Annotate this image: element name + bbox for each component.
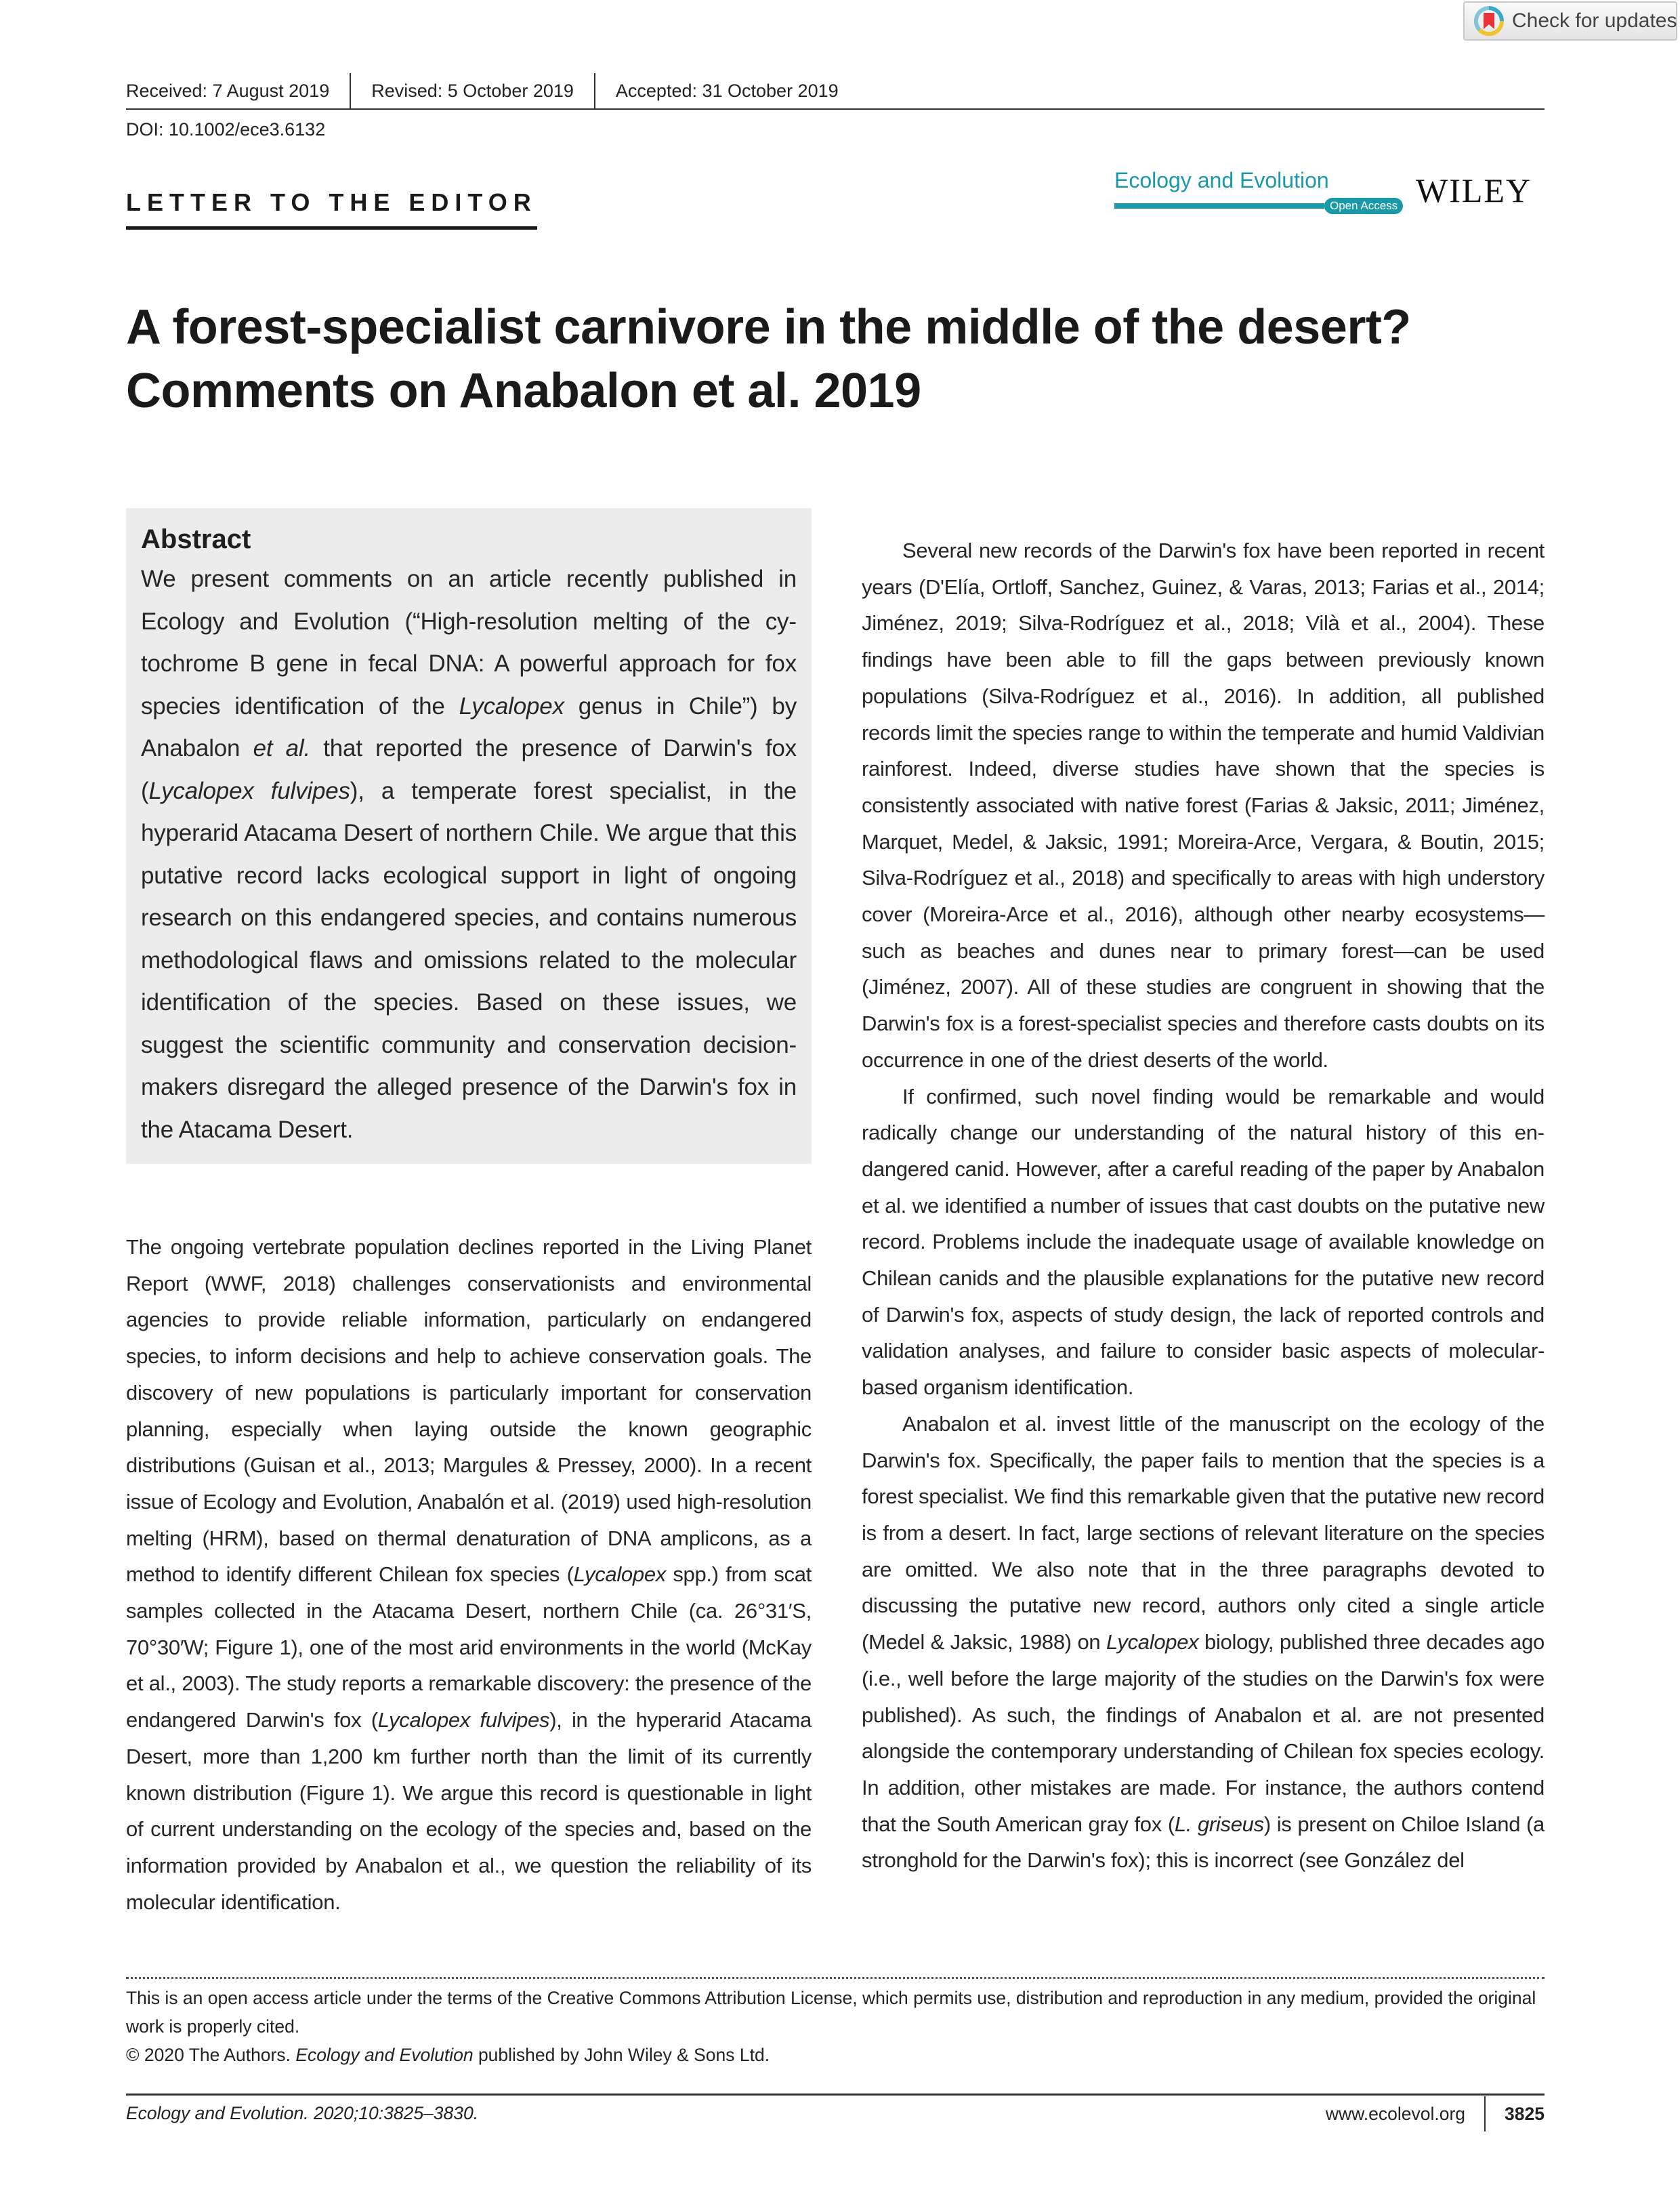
divider	[1484, 2096, 1486, 2131]
text-run: We present comments on an article recently published in Ecology and Evolution (“High-resolution melting of the cytochrome B gene in fecal DNA: A powerful approach for fox species identification of the	[141, 566, 797, 720]
title-line-1: A forest-specialist carnivore in the middle of the desert?	[126, 300, 1411, 354]
text-run: ), a temperate forest specialist, in the hyperarid Atacama Desert of northern Chile. We argue that this putative record lacks ecological support in light of ongoing research on this endangered species, and contains numerous methodological flaws and omissions related to the molecular identification of the species. Based on these issues, we suggest the scientific community and conservation decision-makers disregard the alleged presence of the Darwin's fox in the Atacama Desert.	[141, 777, 797, 1143]
text-run: If confirmed, such novel finding would be remarkable and would radically change our understanding of the natural history of this endangered canid. However, after a careful reading of the paper by Anabalon et al. we identified a number of issues that cast doubts on the putative new record. Problems include the inadequate usage of available knowledge on Chilean canids and the plausible explanations for the putative new record of Darwin's fox, aspects of study design, the lack of reported controls and validation analyses, and failure to consider basic aspects of molecular-based organism identification.	[862, 1084, 1545, 1400]
text-run: biology, published three decades ago (i.e., well before the large majority of the studies on the Darwin's fox were published). As such, the findings of Anabalon et al. are not presented alongside the contemporary understanding of Chilean fox species ecology. In addition, other mistakes are made. For instance, the authors contend that the South American gray fox (	[862, 1630, 1545, 1836]
footer-right	[1326, 2096, 1545, 2131]
body-paragraph	[126, 1229, 812, 1920]
text-run: ) is present on Chiloe Island (a stronghold for the Darwin's fox); this is incorrect (see González del	[862, 1812, 1545, 1873]
copyright-journal: Ecology and Evolution	[295, 2045, 474, 2065]
journal-citation	[126, 2103, 478, 2124]
text-run: that reported the presence of Darwin's fox (	[141, 735, 797, 804]
italic-term: Lycalopex fulvipes	[148, 777, 350, 804]
logo-bar	[1114, 203, 1324, 209]
text-run: The ongoing vertebrate population declines reported in the Living Planet Report (WWF, 2018) challenges conservationists and environmental agencies to provide reliable information, particularly on endangered species, to inform decisions and help to achieve conservation goals. The discovery of new populations is particularly important for conservation planning, especially when laying outside the known geographic distributions (Guisan et al., 2013; Margules & Pressey, 2000). In a recent issue of Ecology and Evolution, Anabalón et al. (2019) used high-resolution melting (HRM), based on thermal denaturation of DNA amplicons, as a method to identify different Chilean fox species (	[126, 1235, 812, 1587]
journal-website-link[interactable]: www.ecolevol.org	[1325, 2103, 1466, 2124]
body-paragraph	[862, 533, 1545, 1079]
journal-name: Ecology and Evolution	[1114, 168, 1329, 192]
text-run: genus in Chile”) by Anabalon	[141, 692, 797, 762]
article-title	[126, 295, 1549, 423]
body-column-right	[862, 533, 1545, 1879]
italic-term: et al.	[253, 735, 310, 762]
copyright-line	[126, 2041, 1545, 2069]
body-paragraph	[862, 1406, 1545, 1879]
body-column-left	[126, 1229, 812, 1920]
abstract-text	[141, 558, 797, 1151]
body-paragraph	[862, 1079, 1545, 1406]
italic-term: Lycalopex	[459, 692, 564, 720]
copyright-prefix: © 2020 The Authors.	[126, 2045, 296, 2065]
license-text: This is an open access article under the terms of the Creative Commons Attribution License, which permits use, distribution and reproduction in any medium, provided the original work is properly cited.	[126, 1988, 1536, 2037]
article-type-label: LETTER TO THE EDITOR	[126, 188, 537, 230]
italic-term: Lycalopex	[1106, 1630, 1199, 1654]
title-line-2: Comments on Anabalon et al. 2019	[126, 364, 921, 418]
text-run: ), in the hyperarid Atacama Desert, more than 1,200 km further north than the limit of its currently known distribution (Figure 1). We argue this record is questionable in light of current understanding on the ecology of the species and, based on the information provided by Anabalon et al., we question the reliability of its molecular identification.	[126, 1708, 812, 1914]
publisher-logo[interactable]: WILEY	[1416, 171, 1532, 209]
text-run: spp.) from scat samples collected in the Atacama Desert, northern Chile (ca. 26°31′S, 70°30′W; Figure 1), one of the most arid environments in the world (McKay et al., 2003). The study reports a remarkable discovery: the presence of the endangered Darwin's fox (	[126, 1562, 812, 1732]
footer-divider	[126, 2094, 1545, 2096]
crossmark-icon	[1474, 6, 1504, 36]
abstract-heading: Abstract	[141, 524, 251, 554]
article-history	[126, 73, 1545, 110]
page-number: 3825	[1505, 2103, 1545, 2124]
revised-date: Revised: 5 October 2019	[371, 80, 574, 101]
doi[interactable]: DOI: 10.1002/ece3.6132	[126, 119, 326, 140]
license-divider	[126, 1977, 1545, 1979]
check-for-updates-button[interactable]	[1463, 1, 1677, 41]
text-run: Anabalon et al. invest little of the manuscript on the ecology of the Darwin's fox. Specifically, the paper fails to mention that the species is a forest specialist. We find this remarkable given that the putative new record is from a desert. In fact, large sections of relevant literature on the species are omitted. We also note that in the three paragraphs devoted to discussing the putative new record, authors only cited a single article (Medel & Jaksic, 1988) on	[862, 1411, 1545, 1654]
italic-term: Lycalopex	[573, 1562, 666, 1587]
journal-logo[interactable]	[1114, 168, 1398, 215]
open-access-badge: Open Access	[1324, 198, 1403, 214]
license-notice	[126, 1984, 1545, 2069]
italic-term: Lycalopex fulvipes	[377, 1708, 550, 1732]
received-date: Received: 7 August 2019	[126, 80, 330, 101]
text-run: Several new records of the Darwin's fox have been reported in recent years (D'Elía, Ortloff, Sanchez, Guinez, & Varas, 2013; Farias et al., 2014; Jiménez, 2019; Silva-Rodríguez et al., 2018; Vilà et al., 2004). These findings have been able to fill the gaps between previously known populations (Silva-Rodríguez et al., 2016). In addition, all published records limit the species range to within the temperate and humid Valdivian rainforest. Indeed, diverse studies have shown that the species is consistently associated with native forest (Farias & Jaksic, 2011; Jiménez, Marquet, Medel, & Jaksic, 1991; Moreira-Arce, Vergara, & Boutin, 2015; Silva-Rodríguez et al., 2018) and specifically to areas with high understory cover (Moreira-Arce et al., 2016), although other nearby ecosystems—such as beaches and dunes near to primary forest—can be used (Jiménez, 2007). All of these studies are congruent in showing that the Darwin's fox is a forest-specialist species and therefore casts doubts on its occurrence in one of the driest deserts of the world.	[862, 539, 1545, 1072]
check-for-updates-label: Check for updates	[1512, 9, 1677, 32]
abstract-box	[126, 508, 812, 1164]
citation-text: Ecology and Evolution. 2020;10:3825–3830.	[126, 2103, 479, 2123]
accepted-date: Accepted: 31 October 2019	[615, 80, 839, 101]
italic-term: L. griseus	[1174, 1812, 1264, 1836]
copyright-suffix: published by John Wiley & Sons Ltd.	[473, 2045, 770, 2065]
